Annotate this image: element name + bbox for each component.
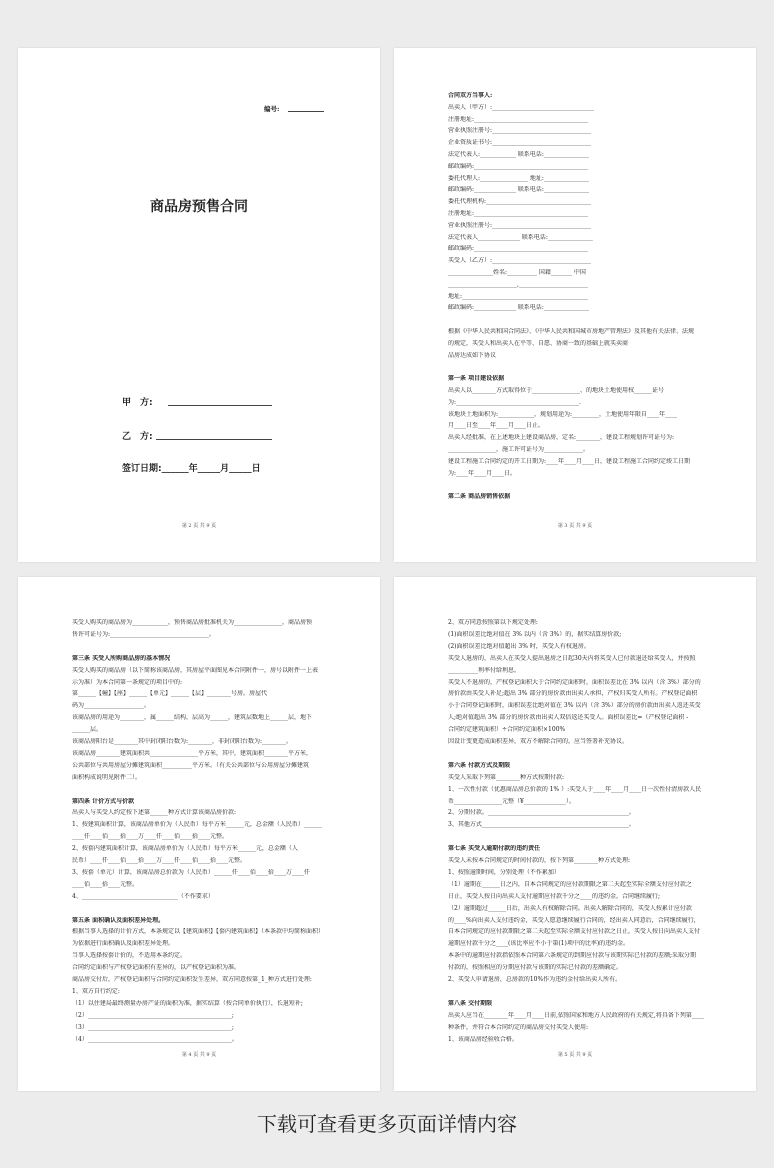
text-line: 法定代表人:____________ 联系电话:_______________	[448, 151, 589, 158]
text-line: 小于合同登记面积时，面积误差比绝对值在 3% 以内（含 3%）部分的房价款由出卖人返还买受	[448, 702, 701, 710]
contract-number-label: 编号:	[264, 105, 280, 113]
party-b-label: 乙 方:	[122, 432, 153, 442]
text-line: 根据《中华人民共和国合同法》、《中华人民共和国城市房地产管理法》及其他有关法律、法规	[448, 328, 695, 335]
contract-page-3	[394, 48, 756, 562]
text-line: 因设计变更造成面积差异，双方不解除合同的，应当签署补充协议。	[448, 738, 629, 745]
text-line: 的____%向出卖人支付违约金，买受人愿意继续履行合同的，经出卖人同意后，合同继续履行，	[448, 916, 700, 924]
text-line: 第六条 付款方式及期限	[448, 761, 511, 769]
text-line: ____仟____佰____拾____万____仟____佰____拾____元整。	[72, 833, 229, 841]
text-line: 民币）____仟____佰____拾____万____仟____佰____拾____元整。	[72, 857, 247, 864]
contract-page-4	[18, 577, 380, 1091]
text-line: 委托代理机构:___________________________________	[448, 198, 592, 206]
party-b-line	[156, 439, 272, 440]
text-line: 该商品房________建筑面积共________________平方米，其中，建筑面积________平方米，	[72, 749, 313, 757]
text-line: 出卖人以________方式取得位于________________、的地块土地使用权______证号	[448, 387, 665, 394]
text-line: 邮政编码:______________________________________	[448, 162, 589, 170]
text-line: 逾期应付款千分之____(该比率应不小于第(1)项中的比率)的违约金。	[448, 940, 630, 948]
text-line: 第一条 项目建设依据	[448, 375, 505, 383]
contract-page-5	[394, 577, 756, 1091]
text-line: 3、其他方式_________________________________________________。	[448, 821, 635, 829]
text-line: （3）________________________________________________;	[72, 1023, 234, 1031]
text-line: 买受人采取下列第________种方式按期付款:	[448, 773, 565, 781]
text-line: 第四条 计价方式与价款	[72, 797, 135, 805]
text-line: 邮政编码:______________ 联系电话:_______________	[448, 186, 589, 194]
text-line: 3、按套（单元）计算，该商品房总价款为（人民币）______仟____佰____拾____万____仟	[72, 868, 310, 876]
text-line: 买受人退房的，出卖人在买受人提出退房之日起30天内将买受人已付款退还给买受人，并按照	[448, 654, 696, 662]
text-line: 合同约定建筑面积）÷合同约定面积×100%	[448, 726, 566, 734]
text-line: 2、分期付款。_______________________________________________。	[448, 809, 635, 817]
text-line: 2、按套内建筑面积计算，该商品房单价为（人民币）每平方米______元，总金额（人	[72, 845, 298, 853]
text-line: （2）________________________________________________;	[72, 1011, 234, 1019]
text-line: __________利率付给利息。	[448, 666, 521, 674]
cover-page	[18, 48, 380, 562]
page-footer: 第 3 页 共 9 页	[557, 523, 593, 529]
text-line: 为:____年____月____日。	[448, 469, 517, 477]
text-line: 注册地址:______________________________________	[448, 115, 589, 123]
text-line: 1、按照逾期时间，分别处理（不作累加）	[448, 868, 560, 876]
text-line: （2）逾期超过______日后，出卖人有权解除合同。出卖人解除合同的，买受人按累计应付款	[448, 904, 692, 912]
page-footer: 第 2 页 共 9 页	[181, 523, 217, 529]
text-line: 出卖人经批准，在上述地块上建设商品房，定名:________，建设工程规划许可证号为:	[448, 434, 675, 442]
text-line: (1)面积误差比绝对值在 3% 以内（含 3%）的，据实结算房价款;	[448, 630, 622, 638]
text-line: 1、按建筑面积计算，该商品房单价为（人民币）每平方米______元，总金额（人民币）______	[72, 821, 322, 829]
download-caption: 下载可查看更多页面详情内容	[257, 1112, 517, 1136]
text-line: 自本合同规定的应付款期限之第二天起至实际全额支付应付款之日止，买受人按日向出卖人支付	[448, 928, 701, 936]
text-line: 委托代理人:________________ 地址:_______________	[448, 174, 589, 182]
text-line: 买受人购买的商品房为____________，预售商品房批准机关为________________，商品房预	[72, 619, 313, 626]
page-footer: 第 5 页 共 9 页	[557, 1052, 593, 1058]
text-line: 第五条 面积确认及面积差异处理。	[72, 916, 165, 924]
text-line: 币________________元整（¥______________）。	[448, 797, 575, 805]
text-line: 合同约定面积与产权登记面积有差异的，以产权登记面积为准。	[72, 964, 241, 972]
text-line: 该商品房阳台是________其中封闭阳台数为:________，非封闭阳台数为:________。	[72, 738, 293, 745]
text-line: 2、买受人申请退房，总房款的10%作为违约金付给出卖人所有。	[448, 976, 622, 983]
text-line: 买受人未按本合同规定的时间付款的，按下列第________种方式处理:	[448, 857, 631, 864]
text-line: 为依据进行面积确认及面积差异处理。	[72, 940, 175, 948]
text-line: 出卖人应当在________年____月____日前,依照国家和地方人民政府的有关规定,将具备下列第____	[448, 1011, 704, 1019]
text-line: _______________________,_______________________	[448, 280, 588, 288]
text-line: 1、该商品房经验收合格。	[448, 1035, 518, 1043]
text-line: 日止，买受人按日向出卖人支付逾期应付款千分之____的违约金，合同继续履行;	[448, 892, 661, 900]
text-line: 法定代表人______________ 联系电话:_______________	[448, 233, 593, 241]
text-line: 第七条 买受人逾期付款的违约责任	[448, 845, 541, 853]
text-line: 当事人选择按套计价的，不适用本条约定。	[72, 952, 187, 960]
text-line: 营业执照注册号:_________________________________	[448, 221, 592, 229]
text-line: 房价款由买受人补足;超出 3% 部分的房价款由出卖人承担，产权归买受人所有。产权登记面积	[448, 690, 698, 698]
text-line: 码为____________________。	[72, 702, 151, 710]
text-line: （1）以住建局最终测量办房产证的面积为准，据实结算（按合同单价执行），长退短补;	[72, 999, 303, 1007]
text-line: 商品房交付后，产权登记面积与合同约定面积发生差异，双方同意按第_1_种方式进行处理:	[72, 976, 312, 983]
text-line: 的规定，买受人和出卖人在平等、自愿、协商一致的基础上就买卖商	[448, 339, 629, 347]
text-line: 售许可证号为:_________________________________。	[72, 630, 216, 638]
sign-date-label: 签订日期:______年_____月_____日	[122, 464, 261, 474]
text-line: 买受人（乙方）:_________________________________	[448, 257, 592, 265]
text-line: 邮政编码:______________ 联系电话:_______________	[448, 304, 589, 312]
text-line: 邮政编码:______________________________________	[448, 245, 589, 253]
text-line: 买受人购买的商品房（以下简称该商品房，其房屋平面图见本合同附件一，房号以附件一上表	[72, 666, 319, 674]
text-line: 本条中的逾期应付款指依照本合同第六条规定的到期应付款与该期实际已付款的差额;采取分期	[448, 952, 697, 960]
text-line: 2、双方同意按照第以下规定处理:	[448, 619, 538, 626]
text-line: 1、双方自行约定:	[72, 987, 120, 995]
text-line: ______层。	[72, 726, 103, 734]
text-line: 出卖人（甲方）:__________________________________	[448, 103, 595, 111]
text-line: 1、一次性付款（优惠商品房总价款的 1% ）:买受人于____年____月____日一次性付清房款人民	[448, 785, 702, 793]
text-line: _______________姓名:__________ 国籍_______ 中国	[448, 269, 586, 276]
text-line: 付款的，按照相应的分期应付款与该期的实际已付款的差额确定。	[448, 964, 623, 972]
text-line: 第______【幢】【座】______【单元】______【层】________号房。房屋代	[72, 690, 268, 698]
text-line: 根据当事人选择的计价方式，本条规定以【建筑面积】【套内建筑面积】（本条款中均简称面积）	[72, 928, 325, 936]
text-line: ____佰____拾____元整。	[72, 880, 139, 888]
text-line: (2)面积误差比绝对值超出 3% 时，买受人有权退房。	[448, 642, 590, 650]
text-line: 第二条 商品房销售依据	[448, 493, 511, 501]
text-line: 人;绝对值超出 3% 部分的房价款由出卖人双倍返还买受人。面积误差比=（产权登记面积 -	[448, 714, 689, 722]
text-line: 面积构成说明见附件二）。	[72, 773, 142, 781]
text-line: （1）逾期在______日之内，自本合同规定的应付款期限之第二天起至实际全额支付应付款之	[448, 880, 692, 888]
text-line: 种条件，并符合本合同约定的商品房交付买受人使用:	[448, 1023, 589, 1031]
text-line: 注册地址:______________________________________	[448, 210, 589, 217]
text-line: ________________，施工许可证号为_____________。	[448, 446, 590, 453]
text-line: 为:_________________________________________.	[448, 398, 581, 406]
text-line: 示为准）为本合同第一条规定的项目中的:	[72, 678, 183, 686]
contract-title: 商品房预售合同	[150, 199, 248, 215]
text-line: 建设工程施工合同约定的开工日期为:____年____月____日，建设工程施工合同约定竣工日期	[448, 457, 691, 465]
party-a-label: 甲 方:	[122, 398, 153, 408]
text-line: 营业执照注册号:_________________________________	[448, 127, 592, 135]
text-line: 该地块土地面积为:____________，规划用途为:_________，土地使用年限自____年____	[448, 410, 678, 418]
text-line: 买受人不退房的，产权登记面积大于合同约定面积时，面积误差比在 3% 以内（含 3%）部分的	[448, 678, 701, 686]
text-line: 该商品房的用途为________，属______结构，层高为______，建筑层数地上______层，地下	[72, 714, 313, 722]
text-line: 品房达成如下协议	[448, 351, 497, 359]
text-line: 合同双方当事人:	[448, 92, 493, 99]
text-line: 第三条 买受人所购商品房的基本情况	[72, 654, 171, 662]
text-line: 公共部位与共用房屋分摊建筑面积__________平方米。（有关公共部位与公用房屋分摊建筑	[72, 761, 310, 769]
text-line: 出卖人与买受人约定按下述第______种方式计算该商品房价款:	[72, 809, 237, 817]
contract-number-line	[288, 111, 324, 112]
text-line: 4、________________________________（不作要求）	[72, 892, 214, 900]
text-line: （4）________________________________________________。	[72, 1035, 238, 1043]
text-line: 企业资质证书号:_________________________________	[448, 139, 592, 147]
party-a-line	[168, 405, 272, 406]
page-footer: 第 4 页 共 9 页	[181, 1052, 217, 1058]
text-line: 月____日至____年____月____日止。	[448, 422, 545, 430]
text-line: 第八条 交付期限	[448, 999, 493, 1007]
text-line: 地址:__________________________________________	[448, 292, 589, 300]
